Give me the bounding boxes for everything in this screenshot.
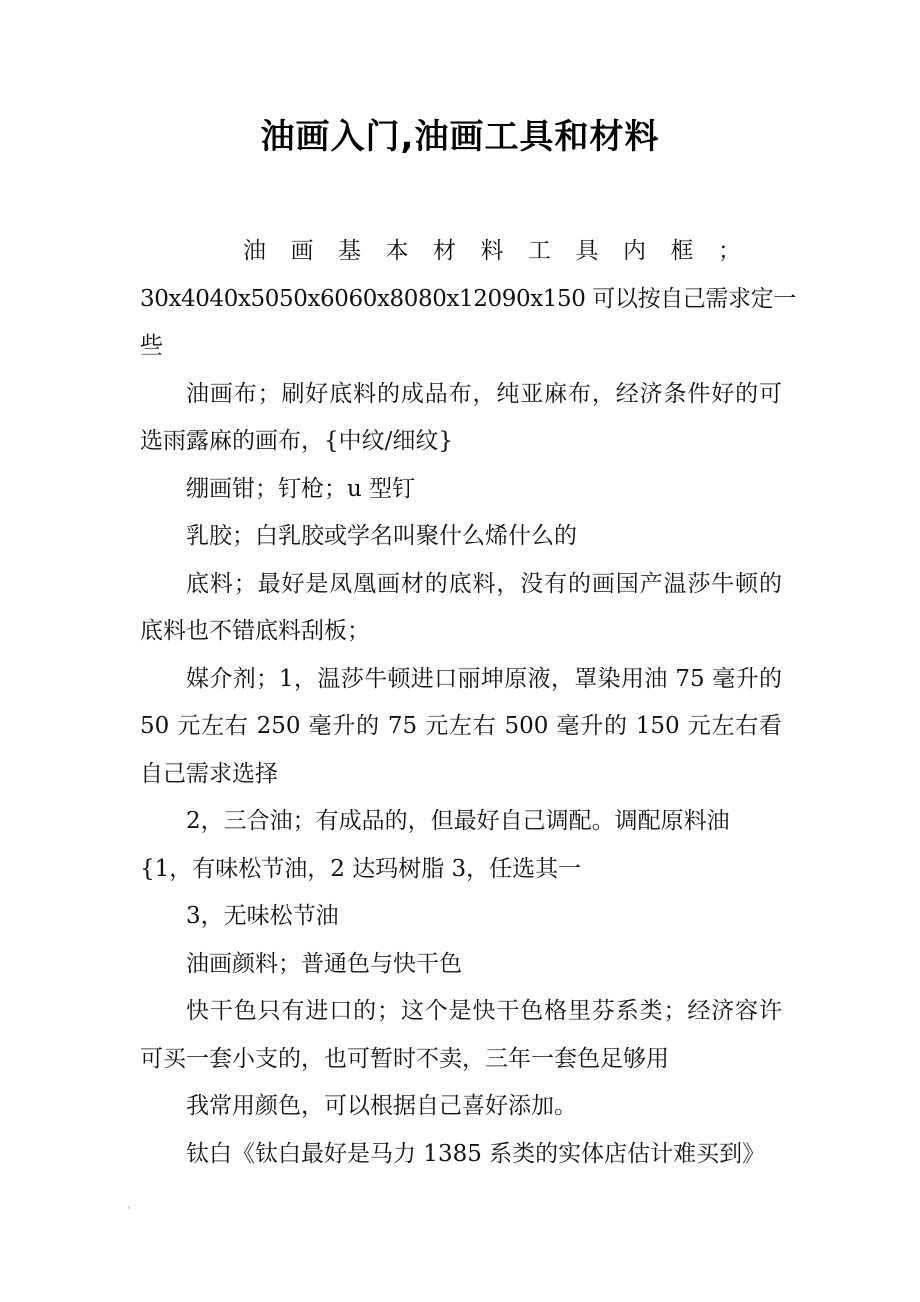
paragraph-three-oil-cont: {1，有味松节油，2 达玛树脂 3，任选其一	[140, 855, 582, 882]
document-title: 油画入门,油画工具和材料	[260, 117, 660, 157]
paragraph-frame-heading: 油画基本材料工具内框；	[243, 238, 766, 264]
paragraph-latex-glue: 乳胶；白乳胶或学名叫聚什么烯什么的	[186, 523, 577, 549]
paragraph-common-colors: 我常用颜色，可以根据自己喜好添加。	[186, 1093, 577, 1119]
scan-artifact	[128, 1206, 130, 1209]
document-body	[140, 228, 796, 1178]
paragraph-oil-paints: 油画颜料；普通色与快干色	[186, 950, 462, 977]
paragraph-primer: 底料；最好是凤凰画材的底料，没有的画国产温莎牛顿的底料也不错底料刮板；	[140, 570, 782, 644]
paragraph-frame-sizes-cont: 些	[140, 333, 163, 359]
paragraph-canvas: 油画布；刷好底料的成品布，纯亚麻布，经济条件好的可选雨露麻的画布，{中纹/细纹}	[140, 380, 782, 454]
paragraph-frame-sizes: 30x4040x5050x6060x8080x12090x150 可以按自己需求定一	[140, 285, 796, 312]
paragraph-stretching-tools: 绷画钳；钉枪；u 型钉	[186, 475, 416, 502]
paragraph-quick-dry: 快干色只有进口的；这个是快干色格里芬系类；经济容许可买一套小支的，也可暂时不卖，三年一套色足够用	[140, 998, 782, 1072]
paragraph-three-oil: 2，三合油；有成品的，但最好自己调配。调配原料油	[186, 808, 730, 834]
paragraph-odorless-turpentine: 3，无味松节油	[186, 903, 339, 929]
paragraph-titanium-white: 钛白《钛白最好是马力 1385 系类的实体店估计难买到》	[186, 1140, 766, 1167]
paragraph-medium: 媒介剂；1，温莎牛顿进口丽坤原液，罩染用油 75 毫升的 50 元左右 250 毫升的 75 元左右 500 毫升的 150 元左右看自己需求选择	[140, 665, 782, 787]
